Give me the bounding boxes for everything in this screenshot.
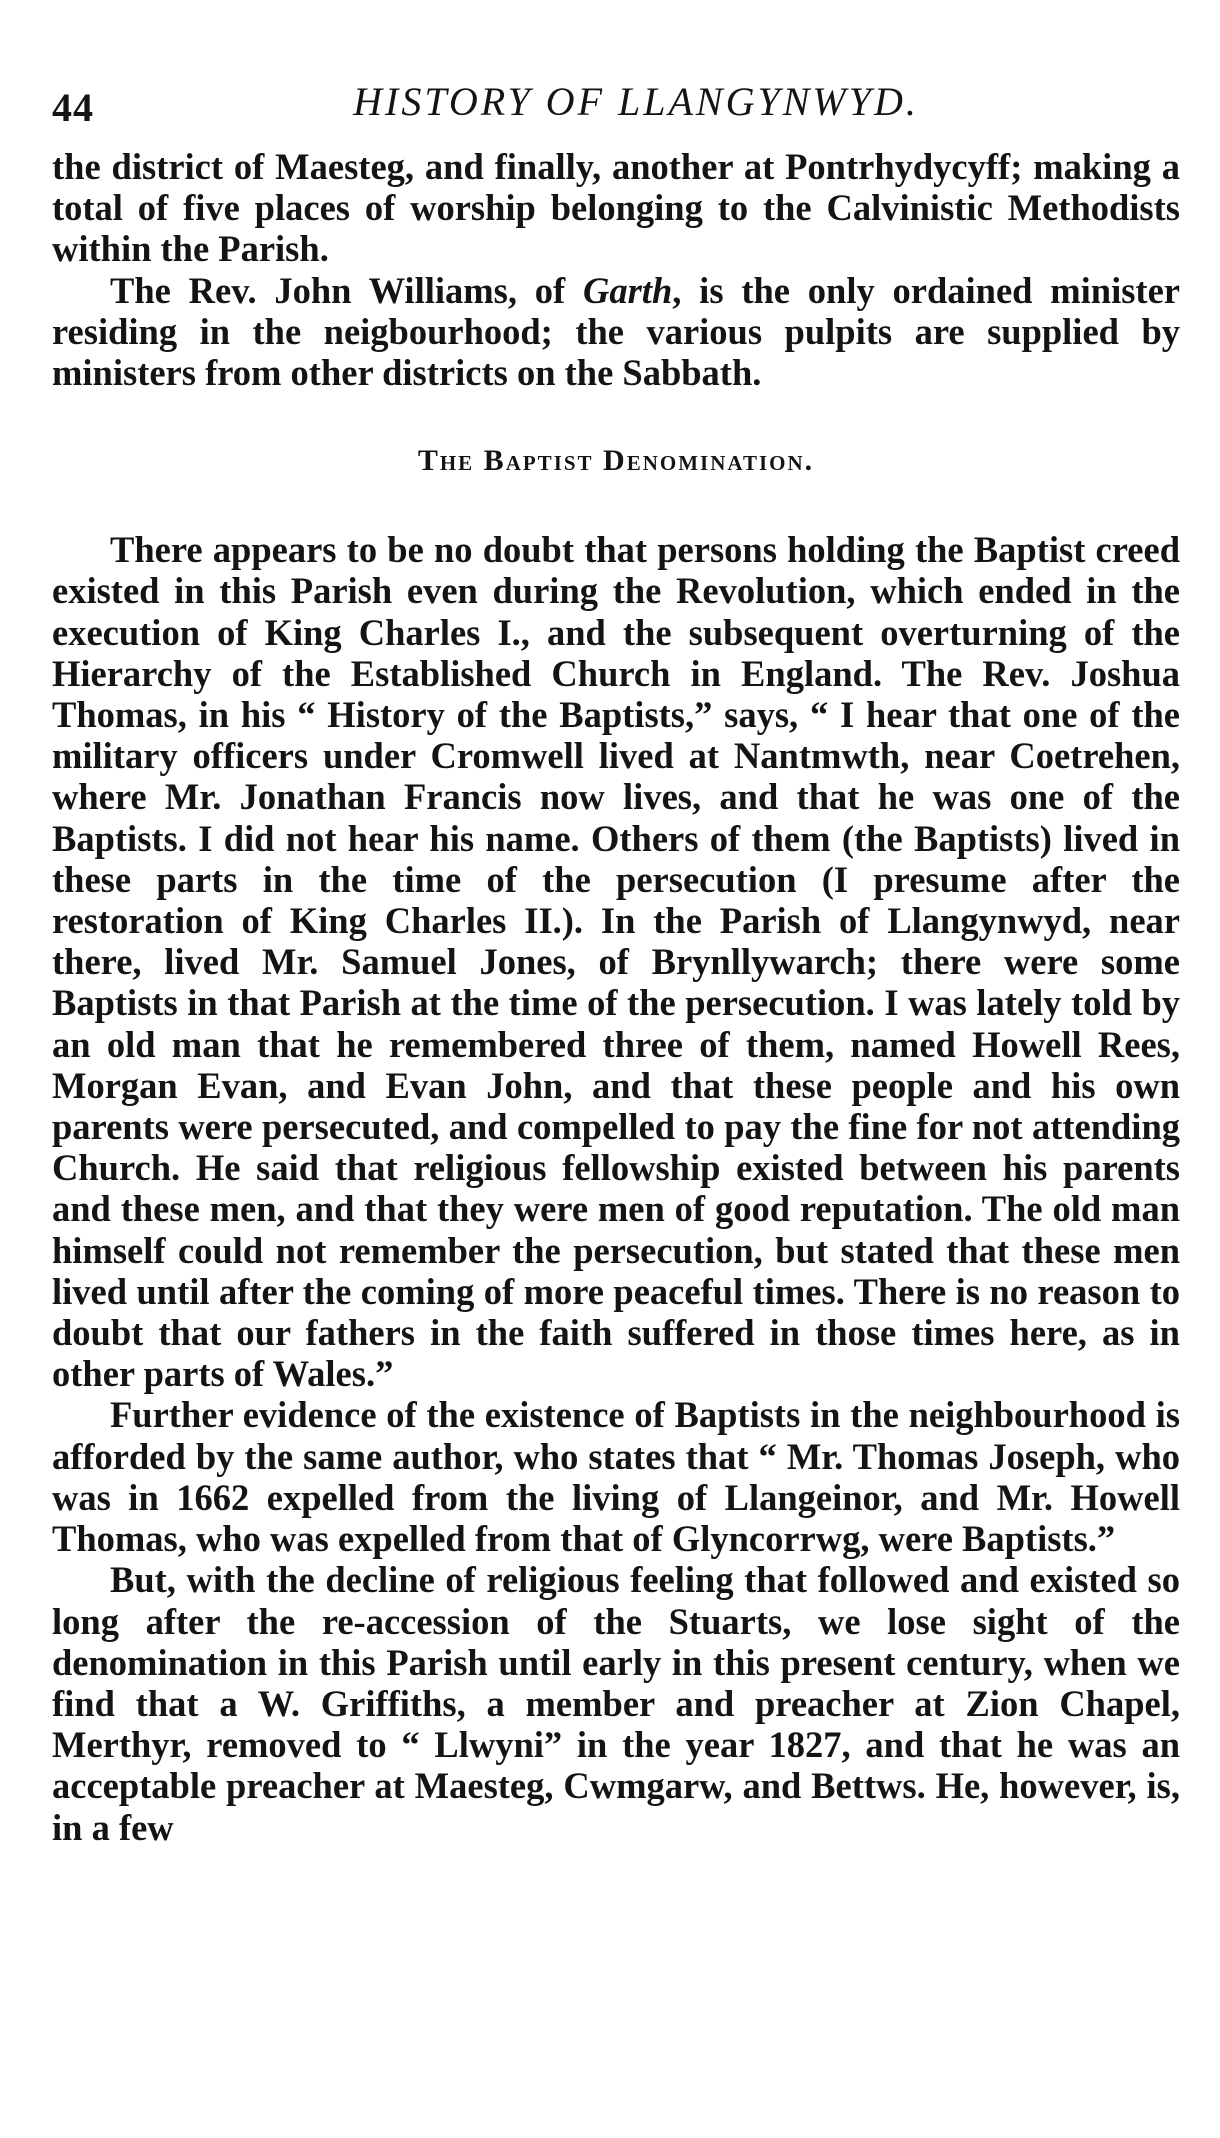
running-header	[52, 70, 1180, 140]
paragraph-baptist-creed: There appears to be no doubt that persons holding the Baptist creed existed in this Parish even during the Revolution, which ended in the execution of King Charles I., and the subsequent overturning of the Hierarchy of the Established Church in England. The Rev. Joshua Thomas, in his “ History of the Baptists,” says, “ I hear that one of the military officers under Cromwell lived at Nantmwth, near Coetrehen, where Mr. Jonathan Francis now lives, and that he was one of the Baptists. I did not hear his name. Others of them (the Baptists) lived in these parts in the time of the persecution (I presume after the restoration of King Charles II.). In the Parish of Llangynwyd, near there, lived Mr. Samuel Jones, of Brynllywarch; there were some Baptists in that Parish at the time of the persecution. I was lately told by an old man that he remembered three of them, named Howell Rees, Morgan Evan, and Evan John, and that these people and his own parents were persecuted, and compelled to pay the fine for not attending Church. He said that religious fellowship existed between his parents and these men, and that they were men of good reputation. The old man himself could not remember the persecution, but stated that these men lived until after the coming of more peaceful times. There is no reason to doubt that our fathers in the faith suffered in those times here, as in other parts of Wales.”	[52, 529, 1180, 1395]
book-page	[52, 70, 1180, 1848]
page-number: 44	[52, 85, 94, 130]
place-name-italic: Garth	[582, 269, 673, 311]
section-heading: The Baptist Denomination.	[417, 444, 815, 478]
running-title: HISTORY OF LLANGYNWYD.	[353, 79, 919, 124]
paragraph-decline: But, with the decline of religious feeling that followed and existed so long after the re-accession of the Stuarts, we lose sight of the denomination in this Parish until early in this present century, when we find that a W. Griffiths, a member and preacher at Zion Chapel, Merthyr, removed to “ Llwyni” in the year 1827, and that he was an acceptable preacher at Maesteg, Cwmgarw, and Bettws. He, however, is, in a few	[52, 1559, 1180, 1848]
paragraph-text: The Rev. John Williams, of	[110, 269, 583, 311]
paragraph-garth-minister	[52, 270, 1180, 394]
paragraph-text: , is the only ordained minister residing in the neigbourhood; the various pulpits are supplied by ministers from other districts on the Sabbath.	[52, 269, 1180, 394]
paragraph-further-evidence: Further evidence of the existence of Baptists in the neighbourhood is afforded by the same author, who states that “ Mr. Thomas Joseph, who was in 1662 expelled from the living of Llangeinor, and Mr. Howell Thomas, who was expelled from that of Glyncorrwg, were Baptists.”	[52, 1394, 1180, 1560]
paragraph-continuation: the district of Maesteg, and finally, another at Pontrhydycyff; making a total of five places of worship belonging to the Calvinistic Methodists within the Parish.	[52, 146, 1180, 270]
